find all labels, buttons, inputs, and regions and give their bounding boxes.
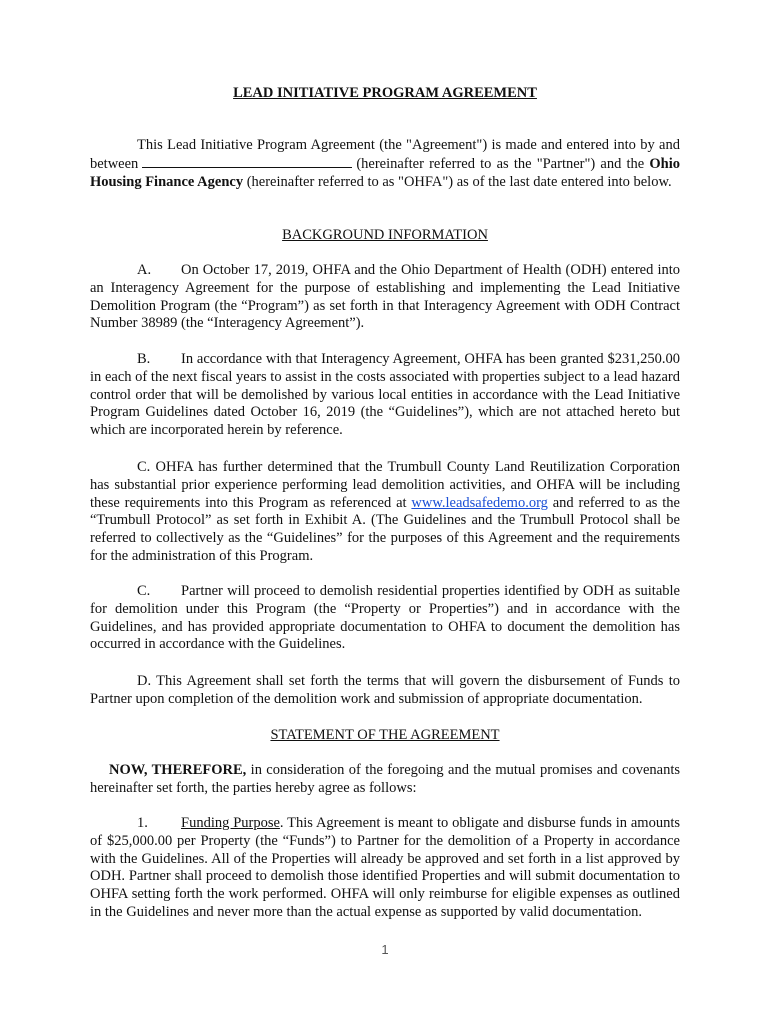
paragraph-d-text: D. This Agreement shall set forth the terms that will govern the disbursement of Funds to Partner upon completion of the demolition work and submission of appropriate documentation. [90, 673, 680, 707]
now-therefore-paragraph [90, 762, 680, 798]
paragraph-c2-label: C. [137, 583, 151, 599]
now-therefore-text: in consideration of the foregoing and the mutual promises and covenants hereinafter set forth, the parties hereby agree as follows: [90, 762, 680, 796]
intro-paragraph [90, 137, 680, 191]
page-number: 1 [381, 942, 389, 957]
statement-heading: STATEMENT OF THE AGREEMENT [270, 727, 500, 743]
paragraph-a [90, 262, 680, 333]
background-heading: BACKGROUND INFORMATION [282, 227, 488, 243]
paragraph-1-text: . This Agreement is meant to obligate and disburse funds in amounts of $25,000.00 per Property (the “Funds”) to Partner for the demolition of a Property in accordance with the Guidelines. All of the Properties will already be approved and set forth in a list approved by ODH. Partner shall proceed to demolish those identified Properties and will submit documentation to OHFA setting forth the work performed. OHFA will only reimburse for eligible expenses as outlined in the Guidelines and never more than the actual expense as supported by valid documentation. [90, 815, 680, 920]
paragraph-b-text: In accordance with that Interagency Agreement, OHFA has been granted $231,250.00 in each of the next fiscal years to assist in the costs associated with properties subject to a lead hazard control order that will be demolished by various local entities in accordance with the Lead Initiative Program Guidelines dated October 16, 2019 (the “Guidelines”), which are not attached hereto but which are incorporated herein by reference. [90, 351, 680, 439]
funding-purpose-heading: Funding Purpose [181, 815, 280, 831]
agency-name: Ohio Housing Finance Agency [90, 155, 681, 190]
paragraph-c1-text-2: and referred to as the “Trumbull Protocol” as set forth in Exhibit A. (The Guidelines and the Trumbull Protocol shall be referred to collectively as the “Guidelines” for the purposes of this Agreement and the requirements for the administration of this Program. [90, 494, 680, 564]
leadsafedemo-link[interactable]: www.leadsafedemo.org [411, 494, 548, 511]
paragraph-a-label: A. [137, 262, 152, 278]
paragraph-c2 [90, 583, 680, 654]
intro-text-3: (hereinafter referred to as "OHFA") as of the last date entered into below. [246, 173, 672, 190]
paragraph-1 [90, 815, 680, 922]
paragraph-b-label: B. [137, 351, 151, 367]
intro-text-2: (hereinafter referred to as the "Partner") and the [356, 155, 645, 172]
paragraph-c2-text: Partner will proceed to demolish residential properties identified by ODH as suitable for demolition under this Program (the “Property or Properties”) and in accordance with the Guidelines, and has provided appropriate documentation to OHFA to document the demolition has occurred in accordance with the Guidelines. [90, 583, 680, 653]
intro-text-1: This Lead Initiative Program Agreement (the "Agreement") is made and entered into by and between [90, 137, 680, 172]
paragraph-b [90, 351, 680, 440]
paragraph-c1 [90, 459, 680, 566]
paragraph-a-text: On October 17, 2019, OHFA and the Ohio Department of Health (ODH) entered into an Interagency Agreement for the purpose of establishing and implementing the Lead Initiative Demolition Program (the “Program”) as set forth in that Interagency Agreement with ODH Contract Number 38989 (the “Interagency Agreement”). [90, 262, 680, 332]
now-therefore-bold: NOW, THEREFORE, [109, 762, 247, 778]
paragraph-d [90, 673, 680, 709]
document-title: LEAD INITIATIVE PROGRAM AGREEMENT [233, 85, 537, 101]
partner-name-blank[interactable] [142, 155, 352, 168]
paragraph-1-label: 1. [137, 815, 148, 831]
paragraph-c1-text-1: C. OHFA has further determined that the Trumbull County Land Reutilization Corporation has substantial prior experience performing lead demolition activities, and OHFA will be including these requirements into this Program as referenced at [90, 459, 680, 511]
